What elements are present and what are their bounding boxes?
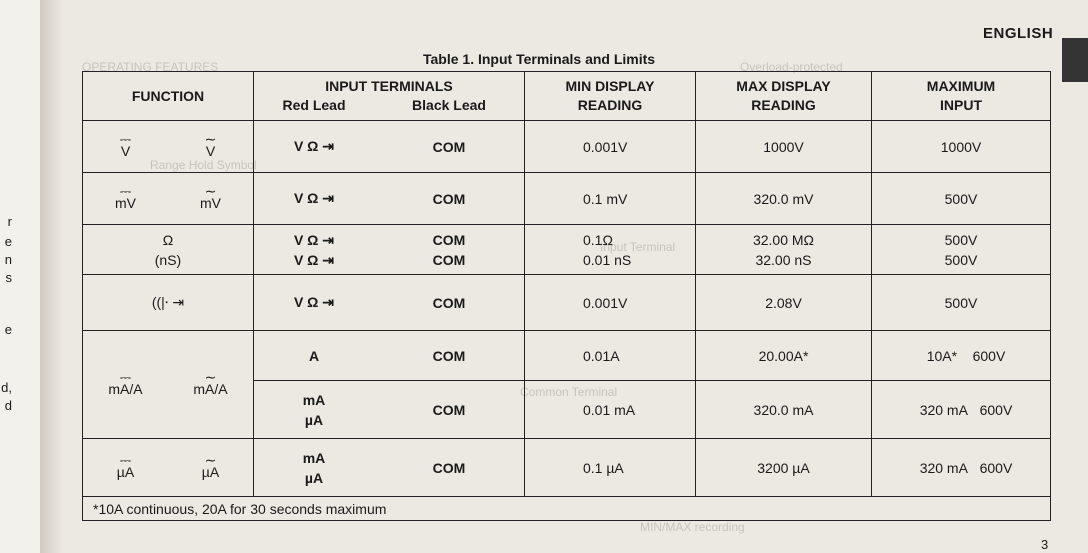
dc-symbol-icon: ⎓ bbox=[119, 182, 132, 199]
ac-symbol-icon: ∼ bbox=[204, 130, 217, 147]
left-page-text: e bbox=[4, 234, 12, 249]
page-number: 3 bbox=[1041, 537, 1049, 552]
max-reading-cell: 2.08V bbox=[696, 275, 872, 331]
left-page-text: s bbox=[5, 270, 12, 285]
section-tab-mark bbox=[1062, 38, 1088, 82]
terminals-cell: V Ω ⇥ COM bbox=[254, 173, 525, 225]
bleed-through-text: MIN/MAX recording bbox=[640, 520, 745, 534]
function-cell: ⎓ V ∼ V bbox=[83, 121, 254, 173]
bleed-through-text: Overload-protected bbox=[740, 60, 843, 74]
dc-symbol-icon: ⎓ bbox=[119, 368, 132, 385]
max-reading-cell: 3200 µA bbox=[696, 439, 872, 497]
min-reading-cell: 0.1Ω 0.01 nS bbox=[525, 225, 696, 275]
red-lead-header: Red Lead bbox=[282, 97, 346, 113]
left-page-text: r bbox=[7, 214, 12, 229]
max-input-cell: 1000V bbox=[872, 121, 1051, 173]
max-reading-cell: 20.00A* bbox=[696, 331, 872, 381]
terminals-cell: V Ω ⇥ COM bbox=[254, 275, 525, 331]
terminals-cell: V Ω ⇥ COM V Ω ⇥ COM bbox=[254, 225, 525, 275]
max-input-cell: 320 mA 600V bbox=[872, 381, 1051, 439]
min-reading-cell: 0.01A bbox=[525, 331, 696, 381]
dc-symbol-icon: ⎓ bbox=[119, 130, 132, 147]
input-terminals-table bbox=[82, 71, 1051, 521]
terminals-cell: V Ω ⇥ COM bbox=[254, 121, 525, 173]
terminals-cell: A COM bbox=[254, 331, 525, 381]
max-reading-cell: 320.0 mA bbox=[696, 381, 872, 439]
bleed-through-text: Input Terminal bbox=[600, 240, 676, 254]
max-reading-cell: 320.0 mV bbox=[696, 173, 872, 225]
footnote: *10A continuous, 20A for 30 seconds maximum bbox=[83, 497, 1051, 521]
dc-symbol-icon: ⎓ bbox=[119, 451, 132, 468]
function-cell: ⎓ mA/A ∼ mA/A bbox=[83, 331, 254, 439]
table-row bbox=[83, 173, 1051, 225]
max-input-cell: 320 mA 600V bbox=[872, 439, 1051, 497]
left-page-text: d, bbox=[1, 380, 12, 395]
footnote-row bbox=[83, 497, 1051, 521]
continuity-diode-function-cell: ((|⸱ ⇥ bbox=[83, 275, 254, 331]
bleed-through-text: Range Hold Symbol bbox=[150, 158, 257, 172]
input-terminals-header: INPUT TERMINALS Red Lead Black Lead bbox=[254, 72, 525, 121]
min-display-header: MIN DISPLAY READING bbox=[525, 72, 696, 121]
table-row bbox=[83, 121, 1051, 173]
min-reading-cell: 0.001V bbox=[525, 121, 696, 173]
table-row bbox=[83, 331, 1051, 381]
max-display-header: MAX DISPLAY READING bbox=[696, 72, 872, 121]
ac-symbol-icon: ∼ bbox=[204, 182, 217, 199]
min-reading-cell: 0.001V bbox=[525, 275, 696, 331]
bleed-through-text: OPERATING FEATURES bbox=[82, 60, 219, 74]
left-page-text: d bbox=[4, 398, 12, 413]
min-reading-cell: 0.1 mV bbox=[525, 173, 696, 225]
function-header: FUNCTION bbox=[83, 72, 254, 121]
left-page-text: e bbox=[4, 322, 12, 337]
terminals-cell: mA µA COM bbox=[254, 439, 525, 497]
table-title: Table 1. Input Terminals and Limits bbox=[423, 51, 656, 67]
left-page-text: n bbox=[4, 252, 12, 267]
function-cell: ⎓ µA ∼ µA bbox=[83, 439, 254, 497]
function-cell: Ω (nS) bbox=[83, 225, 254, 275]
max-input-cell: 500V 500V bbox=[872, 225, 1051, 275]
function-cell: ⎓ mV ∼ mV bbox=[83, 173, 254, 225]
language-label: ENGLISH bbox=[983, 25, 1054, 42]
min-reading-cell: 0.01 mA bbox=[525, 381, 696, 439]
ac-symbol-icon: ∼ bbox=[204, 451, 217, 468]
max-input-cell: 10A* 600V bbox=[872, 331, 1051, 381]
min-reading-cell: 0.1 µA bbox=[525, 439, 696, 497]
max-reading-cell: 1000V bbox=[696, 121, 872, 173]
table-row bbox=[83, 225, 1051, 275]
max-reading-cell: 32.00 MΩ 32.00 nS bbox=[696, 225, 872, 275]
ac-symbol-icon: ∼ bbox=[204, 368, 217, 385]
table-row bbox=[83, 439, 1051, 497]
max-input-header: MAXIMUM INPUT bbox=[872, 72, 1051, 121]
table-row bbox=[83, 275, 1051, 331]
terminals-cell: mA µA COM bbox=[254, 381, 525, 439]
max-input-cell: 500V bbox=[872, 173, 1051, 225]
black-lead-header: Black Lead bbox=[412, 97, 486, 113]
bleed-through-text: Common Terminal bbox=[520, 385, 618, 399]
book-gutter bbox=[40, 0, 62, 553]
max-input-cell: 500V bbox=[872, 275, 1051, 331]
header-row bbox=[83, 72, 1051, 121]
